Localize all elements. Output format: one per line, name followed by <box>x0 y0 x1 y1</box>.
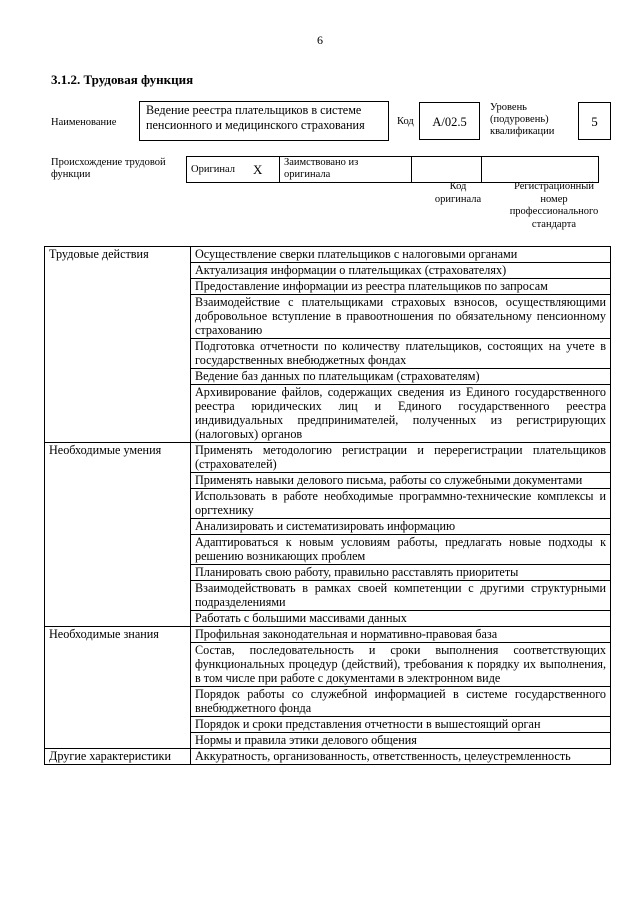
requirement-item: Ведение баз данных по плательщикам (страхователям) <box>191 369 611 385</box>
requirement-item: Работать с большими массивами данных <box>191 611 611 627</box>
requirement-item: Анализировать и систематизировать информацию <box>191 519 611 535</box>
category-cell: Трудовые действия <box>45 247 191 443</box>
level-box <box>578 102 611 140</box>
code-label: Код <box>397 116 414 127</box>
requirements-table <box>44 246 611 765</box>
page-number: 6 <box>317 33 323 47</box>
borrowed-label: Заимствовано из оригинала <box>284 157 359 180</box>
requirement-item: Аккуратность, организованность, ответственность, целеустремленность <box>191 749 611 765</box>
table-row <box>45 443 611 473</box>
requirement-item: Осуществление сверки плательщиков с налоговыми органами <box>191 247 611 263</box>
original-label: Оригинал <box>191 164 235 175</box>
registration-number-cell <box>482 157 599 183</box>
requirement-item: Адаптироваться к новым условиям работы, предлагать новые подходы к решению возникающих проблем <box>191 535 611 565</box>
requirement-item: Нормы и правила этики делового общения <box>191 733 611 749</box>
borrowed-cell <box>280 157 412 183</box>
code-caption: Код оригинала <box>434 181 482 205</box>
table-row <box>45 749 611 765</box>
requirement-item: Применять навыки делового письма, работы со служебными документами <box>191 473 611 489</box>
function-name-box <box>139 101 389 141</box>
level-value: 5 <box>591 114 598 129</box>
function-name-value: Ведение реестра плательщиков в системе пенсионного и медицинского страхования <box>146 103 365 132</box>
table-row <box>45 627 611 643</box>
requirement-item: Применять методологию регистрации и перерегистрации плательщиков (страхователей) <box>191 443 611 473</box>
requirement-item: Профильная законодательная и нормативно-правовая база <box>191 627 611 643</box>
table-row <box>45 247 611 263</box>
requirement-item: Планировать свою работу, правильно расставлять приоритеты <box>191 565 611 581</box>
original-mark-cell <box>249 157 280 183</box>
section-title: 3.1.2. Трудовая функция <box>51 72 194 87</box>
category-cell: Необходимые умения <box>45 443 191 627</box>
requirement-item: Состав, последовательность и сроки выполнения соответствующих функциональных процедур (действий), требования к порядку их выполнения, в том числе при работе с документами в электронном виде <box>191 643 611 687</box>
requirement-item: Взаимодействовать в рамках своей компетенции с другими структурными подразделениями <box>191 581 611 611</box>
requirement-item: Подготовка отчетности по количеству плательщиков, состоящих на учете в государственных внебюджетных фондах <box>191 339 611 369</box>
requirement-item: Использовать в работе необходимые программно-технические комплексы и оргтехнику <box>191 489 611 519</box>
requirement-item: Актуализация информации о плательщиках (страхователях) <box>191 263 611 279</box>
requirement-item: Предоставление информации из реестра плательщиков по запросам <box>191 279 611 295</box>
origin-label: Происхождение трудовой функции <box>51 157 166 180</box>
origin-table <box>186 156 599 183</box>
original-code-cell <box>412 157 482 183</box>
level-label: Уровень (подуровень) квалификации <box>490 102 555 137</box>
code-value: A/02.5 <box>432 115 467 129</box>
original-label-cell <box>187 157 250 183</box>
category-cell: Необходимые знания <box>45 627 191 749</box>
registration-caption: Регистрационный номер профессионального стандарта <box>509 181 599 230</box>
requirement-item: Порядок работы со служебной информацией в системе государственного внебюджетного фонда <box>191 687 611 717</box>
code-box <box>419 102 480 140</box>
name-label: Наименование <box>51 117 117 128</box>
category-cell: Другие характеристики <box>45 749 191 765</box>
original-mark: X <box>253 161 263 177</box>
requirement-item: Порядок и сроки представления отчетности в вышестоящий орган <box>191 717 611 733</box>
requirement-item: Архивирование файлов, содержащих сведения из Единого государственного реестра юридических лиц и Единого государственного реестра индивидуальных предпринимателей, полученных из регистрирующих (налоговых) органов <box>191 385 611 443</box>
requirement-item: Взаимодействие с плательщиками страховых взносов, осуществляющими добровольное вступление в правоотношения по обязательному пенсионному страхованию <box>191 295 611 339</box>
